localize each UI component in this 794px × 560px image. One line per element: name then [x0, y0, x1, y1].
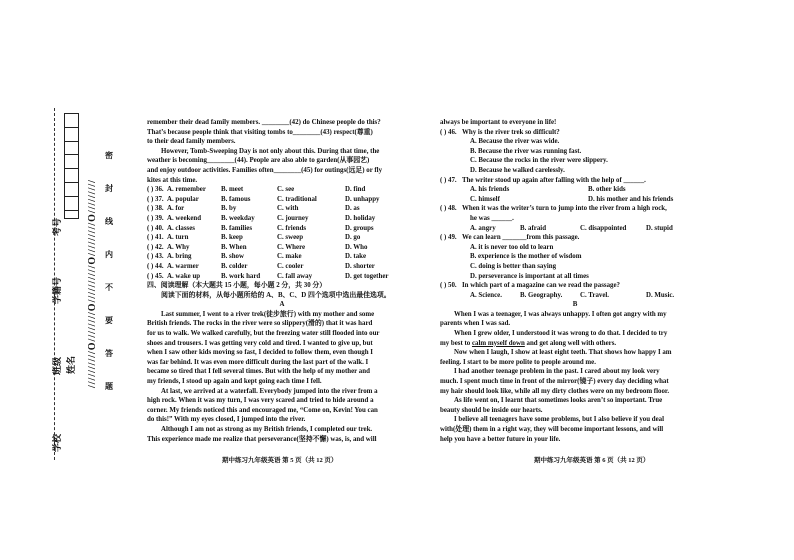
passage-text: beauty should be inside our hearts.	[440, 406, 543, 414]
option-choice: D. holiday	[345, 214, 376, 222]
option-row	[147, 204, 417, 214]
passage-line: high rock. When it was my turn, I was very scared and tried to hide around a	[147, 397, 374, 405]
passage-line	[440, 358, 710, 368]
option-choice: B. by	[221, 205, 237, 213]
cloze-options	[147, 185, 417, 281]
passage-line	[440, 415, 710, 425]
question-option[interactable]: B. experience is the mother of wisdom	[470, 253, 582, 261]
option-choice: B. work hard	[221, 272, 261, 280]
question-number[interactable]: ( ) 37.	[147, 195, 164, 203]
option-pair	[440, 195, 710, 205]
question-option[interactable]: A. Science.	[470, 291, 502, 299]
option-choice: A. popular	[167, 195, 199, 203]
option-row	[440, 291, 710, 301]
question-option[interactable]: D. Because he walked carelessly.	[470, 166, 565, 174]
question-stem	[440, 281, 710, 291]
question-number[interactable]: ( ) 39.	[147, 214, 164, 222]
passage-line: when I saw other kids moving so fast, I decided to follow them, even though I	[147, 349, 373, 357]
question-number[interactable]: ( ) 48.	[440, 205, 457, 213]
label-school: 学校	[52, 433, 62, 452]
question-stem	[440, 128, 710, 138]
option-row	[147, 214, 417, 224]
underlined-phrase: calm myself down	[471, 339, 525, 347]
question-option[interactable]: A. angry	[470, 224, 496, 232]
passage-text: help you have a better future in your life.	[440, 435, 561, 443]
question-option[interactable]: C. Because the rocks in the river were slippery.	[470, 157, 608, 165]
option-choice: D. unhappy	[345, 195, 380, 203]
question-number[interactable]: ( ) 36.	[147, 186, 164, 194]
question-option[interactable]: D. stupid	[646, 224, 673, 232]
option-choice: C. fall away	[277, 272, 313, 280]
option-choice: C. with	[277, 205, 299, 213]
passage-line: my friends, I stood up again and kept going each time I fell.	[147, 378, 322, 386]
question-number[interactable]: ( ) 41.	[147, 234, 164, 242]
passage-a	[147, 310, 417, 444]
reading-questions	[440, 128, 710, 301]
option-row	[147, 252, 417, 262]
question-stem	[440, 176, 710, 186]
option-choice: D. groups	[345, 224, 374, 232]
option-choice: A. warmer	[167, 262, 199, 270]
question-option[interactable]: A. it is never too old to learn	[470, 243, 554, 251]
passage-line	[440, 387, 710, 397]
question-number[interactable]: ( ) 45.	[147, 272, 164, 280]
passage-line: That’s because people think that visiting tombs to________(43) respect(尊重)	[147, 128, 373, 136]
option-choice: D. as	[345, 205, 360, 213]
passage-line: However, Tomb-Sweeping Day is not only about this. During that time, the	[161, 147, 380, 155]
option-row	[147, 185, 417, 195]
question-text: When it was the writer’s turn to jump into the river from a high rock,	[462, 205, 667, 213]
seal-notice-char: 题	[105, 382, 113, 391]
passage-text: As life went on, I learnt that sometimes looks aren’t so important. True	[454, 397, 663, 405]
exam-number-grid[interactable]	[64, 113, 79, 219]
seal-cut-line: //////////O////////O//////////O/////////O/////////	[87, 179, 98, 389]
question-text: We can learn _______from this passage.	[462, 234, 580, 242]
passage-a-label: A	[279, 301, 285, 309]
footer-page-6: 期中练习九年级英语 第 6 页（共 12 页）	[534, 457, 650, 464]
option-choice: A. for	[167, 205, 185, 213]
passage-text: I believe all teenagers have some problems, but I also believe if you deal	[454, 416, 665, 424]
option-choice: A. weekend	[167, 214, 202, 222]
passage-line: Last summer, I went to a river trek(徒步旅行) with my mother and some	[161, 310, 375, 318]
passage-line	[440, 329, 710, 339]
passage-line	[440, 406, 710, 416]
option-choice: B. weekday	[221, 214, 255, 222]
question-number[interactable]: ( ) 40.	[147, 224, 164, 232]
question-stem	[440, 204, 710, 214]
option-choice: D. take	[345, 253, 367, 261]
seal-notice	[104, 150, 114, 420]
seal-notice-char: 封	[105, 184, 113, 193]
question-number[interactable]: ( ) 43.	[147, 253, 164, 261]
question-option[interactable]: B. afraid	[520, 224, 547, 232]
passage-text: with(处理) them in a right way, they will become important lessons, and will	[440, 426, 664, 433]
question-option[interactable]: C. Travel.	[580, 291, 610, 299]
passage-line	[440, 377, 710, 387]
question-option[interactable]: C. disappointed	[580, 224, 627, 232]
option-choice: C. cooler	[277, 262, 304, 270]
passage-text: I had another teenage problem in the past. I cared about my look very	[454, 368, 660, 376]
passage-text: my hair should look like, while all my dirty clothes were on my bedroom floor.	[440, 387, 670, 395]
exam-number-cell[interactable]	[65, 211, 78, 224]
passage-line: for us to walk. We walked carefully, but the freezing water still flooded into our	[147, 330, 380, 338]
question-option[interactable]: D. Music.	[646, 291, 675, 299]
question-option[interactable]: C. doing is better than saying	[470, 262, 557, 270]
option-choice: A. Why	[167, 243, 190, 251]
seal-notice-char: 密	[105, 151, 113, 160]
option-row	[147, 262, 417, 272]
option-choice: B. colder	[221, 262, 248, 270]
question-option[interactable]: B. Geography.	[520, 291, 563, 299]
passage-line	[440, 425, 710, 435]
passage-line: to their dead family members.	[147, 138, 236, 146]
section-title: 四、阅读理解（本大题共 15 小题，每小题 2 分，共 30 分）	[147, 282, 327, 290]
passage-line	[440, 339, 710, 349]
page-6	[440, 118, 710, 444]
option-choice: D. go	[345, 234, 361, 242]
option-choice: A. wake up	[167, 272, 201, 280]
label-class: 班级	[52, 356, 62, 375]
passage-b-label: B	[572, 301, 578, 309]
option-row	[147, 195, 417, 205]
option-choice: A. bring	[167, 253, 192, 261]
exam-number-cell[interactable]	[65, 128, 78, 142]
option-row	[147, 224, 417, 234]
option-choice: A. turn	[167, 234, 189, 242]
question-text: The writer stood up again after falling with the help of ______.	[462, 176, 646, 184]
question-text: In which part of a magazine can we read the passage?	[462, 282, 620, 290]
question-number[interactable]: ( ) 50.	[440, 282, 457, 290]
question-number[interactable]: ( ) 49.	[440, 234, 457, 242]
passage-a-end: always be important to everyone in life!	[440, 119, 557, 126]
passage-line: kites at this time.	[147, 176, 198, 184]
label-name: 姓名	[66, 355, 76, 374]
exam-number-cell[interactable]	[65, 183, 78, 197]
option-choice: C. Where	[277, 243, 306, 251]
question-number[interactable]: ( ) 47.	[440, 176, 457, 184]
passage-line	[440, 396, 710, 406]
option-choice: C. journey	[277, 214, 309, 222]
option-pair	[440, 185, 710, 195]
passage-line: remember their dead family members. ________(42) do Chinese people do this?	[147, 119, 381, 126]
passage-text: When I grew older, I understood it was wrong to do that. I decided to try	[454, 330, 668, 338]
question-number[interactable]: ( ) 42.	[147, 243, 164, 251]
option-choice: B. families	[221, 224, 253, 232]
passage-line: do this!” With my eyes closed, I jumped into the river.	[147, 416, 306, 424]
option-choice: A. classes	[167, 224, 195, 232]
passage-line	[440, 435, 710, 445]
footer-page-5: 期中练习九年级英语 第 5 页（共 12 页）	[222, 457, 338, 464]
option-row	[147, 272, 417, 282]
passage-line: corner. My friends noticed this and encouraged me, “Come on, Kevin! You can	[147, 406, 378, 414]
question-stem	[440, 233, 710, 243]
option-choice: B. famous	[221, 195, 251, 203]
passage-line: became so tired that I fell several times. But with the help of my mother and	[147, 368, 370, 376]
exam-number-cell[interactable]	[65, 197, 78, 211]
passage-line: was far behind. It was even more difficult during the last part of the walk. I	[147, 358, 369, 366]
question-text: Why is the river trek so difficult?	[462, 128, 560, 136]
passage-line	[440, 367, 710, 377]
passage-line: shoes and trousers. I was getting very cold and tired. I wanted to give up, but	[147, 339, 373, 347]
option-choice: D. Who	[345, 243, 368, 251]
question-option[interactable]: D. his mother and his friends	[588, 195, 674, 203]
option-choice: B. When	[221, 243, 247, 251]
question-option[interactable]: C. himself	[470, 195, 500, 203]
option-choice: C. see	[277, 186, 295, 194]
option-choice: B. show	[221, 253, 244, 261]
passage-text: and get along well with others.	[524, 339, 617, 347]
passage-text: Now when I laugh, I show at least eight teeth. That shows how happy I am	[454, 349, 672, 357]
label-student-id: 学籍号	[52, 276, 62, 304]
question-number[interactable]: ( ) 46.	[440, 128, 457, 136]
passage-line: Although I am not as strong as my British friends, I completed our trek.	[161, 426, 373, 433]
exam-number-cell[interactable]	[65, 169, 78, 183]
exam-number-cell[interactable]	[65, 155, 78, 169]
option-choice: C. sweep	[277, 234, 304, 242]
seal-notice-char: 答	[105, 349, 113, 358]
question-option[interactable]: D. perseverance is important at all times	[470, 272, 589, 280]
passage-line: This experience made me realize that perseverance(坚持不懈) was, is, and will	[147, 435, 377, 443]
option-choice: C. make	[277, 253, 302, 261]
question-option[interactable]: A. Because the river was wide.	[470, 138, 560, 146]
exam-number-cell[interactable]	[65, 114, 78, 128]
seal-notice-char: 内	[105, 250, 113, 259]
question-option[interactable]: A. his friends	[470, 186, 510, 194]
option-choice: D. get together	[345, 272, 389, 280]
passage-line: At last, we arrived at a waterfall. Everybody jumped into the river from a	[161, 387, 378, 395]
option-choice: B. meet	[221, 186, 244, 194]
question-number[interactable]: ( ) 44.	[147, 262, 164, 270]
seal-notice-char: 不	[105, 283, 113, 292]
passage-line: British friends. The rocks in the river were so slippery(滑的) that it was hard	[147, 320, 373, 328]
passage-text: feeling. I start to be more polite to people around me.	[440, 358, 596, 366]
option-choice: C. friends	[277, 224, 307, 232]
passage-line	[440, 319, 710, 329]
passage-text: parents when I was sad.	[440, 320, 511, 328]
question-option[interactable]: B. other kids	[588, 186, 626, 194]
question-number[interactable]: ( ) 38.	[147, 205, 164, 213]
passage-line	[440, 310, 710, 320]
passage-text: my best to	[440, 339, 472, 347]
cloze-passage-end	[147, 118, 417, 185]
passage-b	[440, 310, 710, 444]
option-choice: D. find	[345, 186, 366, 194]
passage-line: and enjoy outdoor activities. Families often________(45) for outings(远足) or fly	[147, 166, 383, 174]
passage-line	[440, 348, 710, 358]
option-row	[440, 224, 710, 234]
seal-notice-char: 线	[105, 217, 113, 226]
passage-text: much. I spent much time in front of the mirror(镜子) every day deciding what	[440, 378, 669, 386]
exam-number-cell[interactable]	[65, 142, 78, 156]
option-choice: D. shorter	[345, 262, 375, 270]
section-instruction: 阅读下面的材料，从每小题所给的 A、B、C、D 四个选项中选出最佳选项。	[161, 291, 391, 299]
option-choice: C. traditional	[277, 195, 317, 203]
option-choice: A. remember	[167, 186, 206, 194]
option-row	[147, 243, 417, 253]
page-5	[147, 118, 417, 444]
question-option[interactable]: B. Because the river was running fast.	[470, 147, 582, 155]
option-row	[147, 233, 417, 243]
option-choice: B. keep	[221, 234, 243, 242]
label-exam-number: 考号	[52, 217, 62, 236]
passage-line: weather is becoming________(44). People are also able to garden(从事园艺)	[147, 157, 370, 165]
question-text: he was ______.	[470, 214, 514, 222]
passage-text: When I was a teenager, I was always unhappy. I often got angry with my	[454, 310, 667, 318]
seal-notice-char: 要	[105, 316, 113, 325]
